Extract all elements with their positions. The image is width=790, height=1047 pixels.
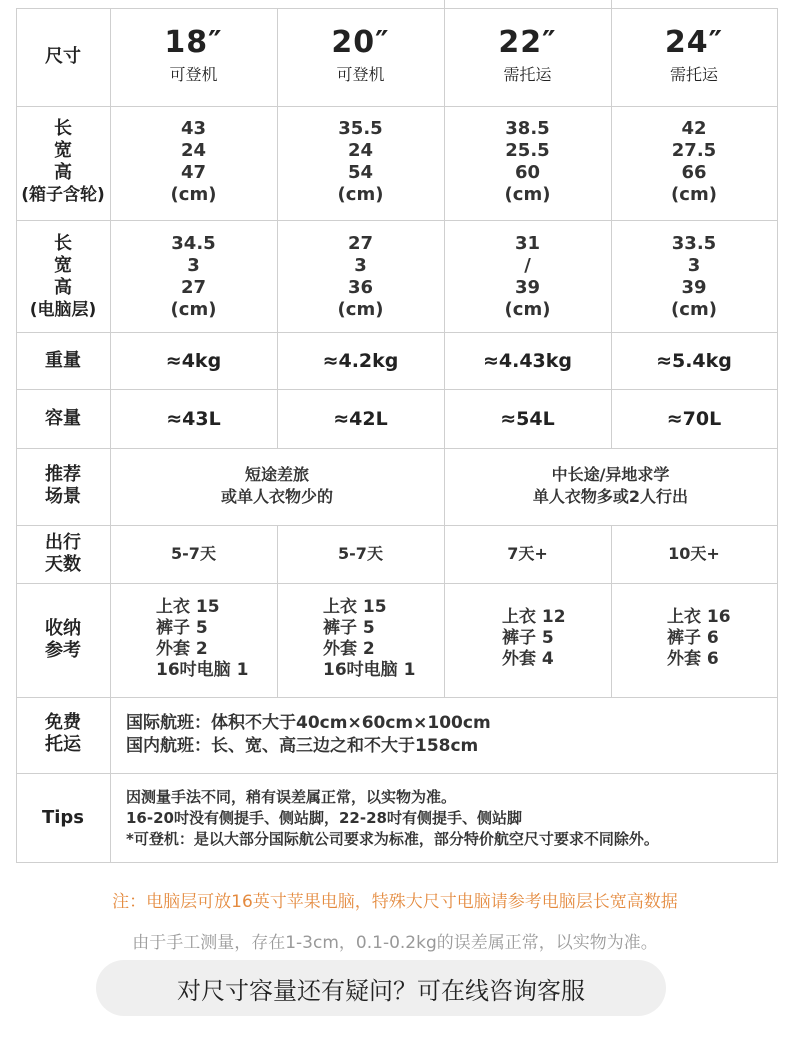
row-line-9 (16, 773, 778, 774)
table-border-bottom (16, 862, 778, 863)
laptop-note: 注：电脑层可放16英寸苹果电脑，特殊大尺寸电脑请参考电脑层长宽高数据 (112, 892, 678, 912)
row-line-2 (16, 220, 778, 221)
days-18: 5-7天 (171, 544, 216, 563)
checkin-rules (126, 712, 771, 760)
storage-18: 上衣 15 裤子 5 外套 2 16吋电脑 1 (156, 597, 249, 680)
days-20: 5-7天 (338, 544, 383, 563)
size-note: 可登机 (336, 65, 385, 84)
contact-service-label: 对尺寸容量还有疑问？可在线咨询客服 (177, 976, 585, 1005)
laptop-22: 31 / 39 (cm) (504, 233, 551, 320)
size-header-20 (277, 26, 444, 96)
row-label-capacity: 容量 (45, 407, 81, 429)
row-label-checkin: 免费 托运 (45, 712, 81, 755)
laptop-24: 33.5 3 39 (cm) (671, 233, 717, 320)
row-label-laptop-compartment: 长 宽 高 (电脑层) (29, 233, 97, 320)
size-note: 需托运 (669, 65, 718, 84)
storage-22: 上衣 12 裤子 5 外套 4 (502, 607, 566, 669)
size-note: 可登机 (169, 65, 218, 84)
capacity-22: ≈54L (500, 407, 555, 430)
measurement-note: 由于手工测量，存在1-3cm，0.1-0.2kg的误差属正常，以实物为准。 (132, 933, 658, 953)
size-header-24 (611, 26, 777, 96)
scene-long-trip: 中长途/异地求学 单人衣物多或2人行出 (532, 465, 689, 506)
row-label-tips: Tips (41, 806, 85, 828)
row-label-storage: 收纳 参考 (45, 618, 81, 661)
size-note: 需托运 (503, 65, 552, 84)
size-value: 24″ (664, 25, 724, 60)
table-border-top (16, 8, 778, 9)
dimensions-18: 43 24 47 (cm) (170, 118, 217, 205)
dimensions-20: 35.5 24 54 (cm) (337, 118, 384, 205)
laptop-18: 34.5 3 27 (cm) (170, 233, 217, 320)
row-line-8 (16, 697, 778, 698)
row-label-scene: 推荐 场景 (45, 464, 81, 507)
row-line-7 (16, 583, 778, 584)
row-label-weight: 重量 (45, 349, 81, 371)
row-line-1 (16, 106, 778, 107)
size-header-22 (444, 26, 611, 96)
storage-20: 上衣 15 裤子 5 外套 2 16吋电脑 1 (323, 597, 416, 680)
scene-short-trip: 短途差旅 或单人衣物少的 (220, 465, 333, 506)
row-label-dimensions: 长 宽 高 (箱子含轮) (21, 118, 105, 205)
size-header-18 (110, 26, 277, 96)
capacity-20: ≈42L (333, 407, 388, 430)
checkin-domestic: 国内航班：长、宽、高三边之和不大于158cm (126, 736, 479, 756)
size-value: 20″ (331, 25, 390, 60)
storage-24: 上衣 16 裤子 6 外套 6 (667, 607, 731, 669)
table-border-right (777, 8, 778, 863)
checkin-international: 国际航班：体积不大于40cm×60cm×100cm (126, 713, 491, 733)
days-22: 7天+ (507, 544, 548, 563)
tips-text: 因测量手法不同，稍有误差属正常，以实物为准。 16-20吋没有侧提手、侧站脚，22-28吋有侧提手、侧站脚 *可登机：是以大部分国际航公司要求为标准，部分特价航空尺寸要求不同除外。 (126, 788, 659, 848)
size-value: 22″ (498, 25, 557, 60)
dimensions-24: 42 27.5 66 (cm) (671, 118, 717, 205)
weight-20: ≈4.2kg (322, 349, 399, 372)
weight-18: ≈4kg (165, 349, 222, 372)
days-24: 10天+ (668, 544, 720, 563)
weight-24: ≈5.4kg (656, 349, 732, 372)
laptop-20: 27 3 36 (cm) (337, 233, 384, 320)
dimensions-22: 38.5 25.5 60 (cm) (504, 118, 551, 205)
row-label-size: 尺寸 (45, 46, 81, 67)
size-value: 18″ (164, 25, 223, 60)
capacity-24: ≈70L (666, 407, 722, 430)
weight-22: ≈4.43kg (482, 349, 573, 372)
row-label-days: 出行 天数 (45, 532, 81, 575)
capacity-18: ≈43L (166, 407, 221, 430)
contact-service-button[interactable] (96, 960, 666, 1016)
